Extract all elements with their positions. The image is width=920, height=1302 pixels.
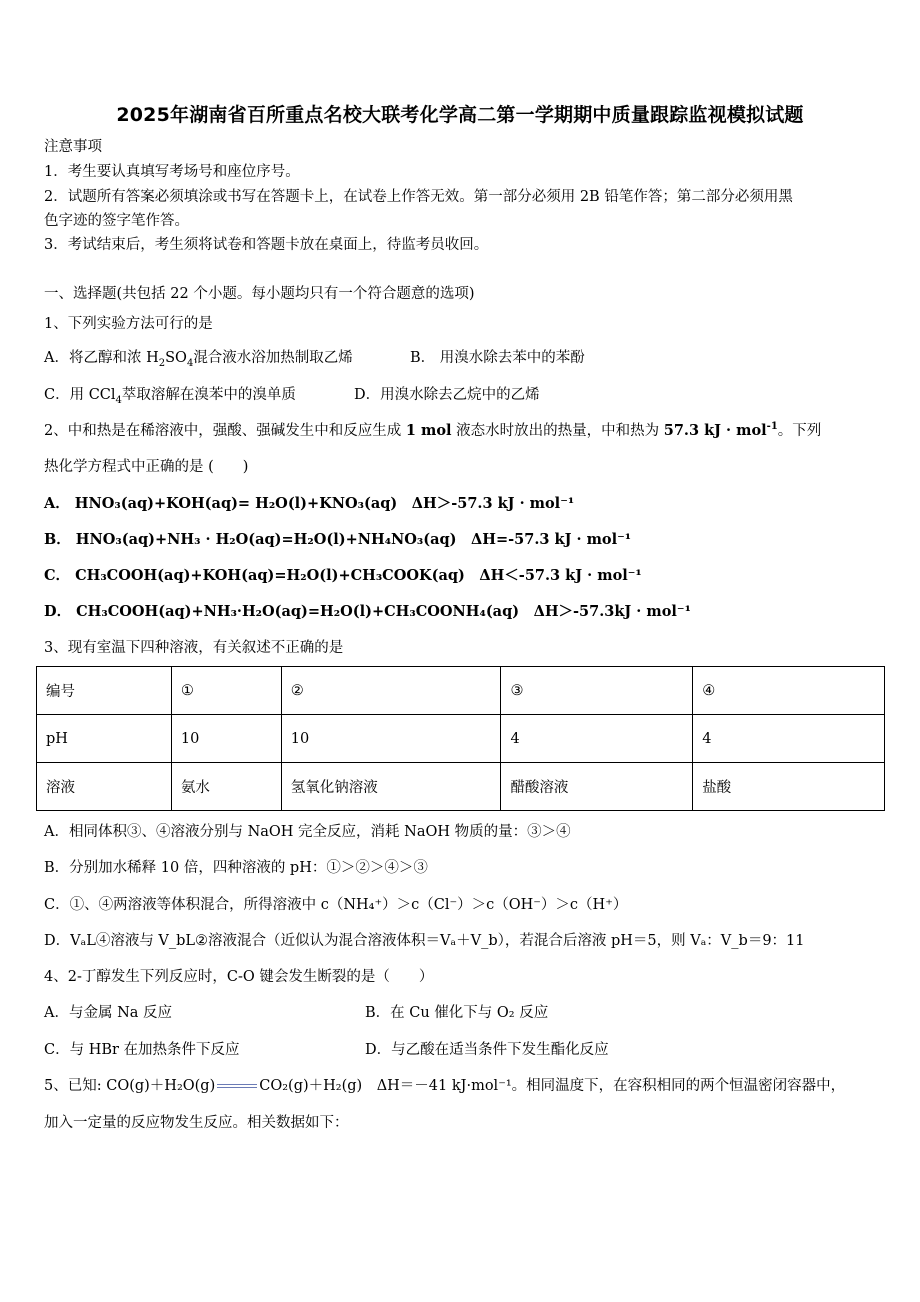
- section-heading: 一、选择题(共包括 22 个小题。每小题均只有一个符合题意的选项): [44, 286, 475, 302]
- q3-option-b: B．分别加水稀释 10 倍，四种溶液的 pH：①＞②＞④＞③: [44, 860, 428, 876]
- q1-option-a: A．将乙醇和浓 $H_2SO_4$混合液水浴加热制取乙烯: [44, 350, 353, 369]
- q3-stem: 3、现有室温下四种溶液，有关叙述不正确的是: [44, 640, 344, 656]
- table-cell: 10: [281, 715, 501, 763]
- q1-stem: 1、下列实验方法可行的是: [44, 316, 213, 332]
- table-cell: pH: [37, 715, 172, 763]
- q3-option-c: C．①、④两溶液等体积混合，所得溶液中 c（NH₄⁺）＞c（Cl⁻）＞c（OH⁻）＞c（H⁺）: [44, 897, 628, 913]
- q2-stem-line2: 热化学方程式中正确的是 ( ): [44, 459, 249, 475]
- table-row: [37, 667, 885, 715]
- q4-option-b: B．在 Cu 催化下与 O₂ 反应: [365, 1005, 549, 1021]
- q3-option-d: D．VₐL④溶液与 V_bL②溶液混合（近似认为混合溶液体积＝Vₐ＋V_b），若混合后溶液 pH＝5，则 Vₐ：V_b＝9：11: [44, 933, 805, 949]
- table-cell: ③: [501, 667, 693, 715]
- q1-option-b: B． 用溴水除去苯中的苯酚: [410, 350, 585, 366]
- table-row: [37, 715, 885, 763]
- table-cell: 溶液: [37, 763, 172, 811]
- table-cell: 编号: [37, 667, 172, 715]
- table-cell: ①: [171, 667, 281, 715]
- q4-option-a: A．与金属 Na 反应: [44, 1005, 173, 1021]
- q2-stem-line1: 2、中和热是在稀溶液中，强酸、强碱发生中和反应生成 1 mol 液态水时放出的热量，中和热为 57.3 kJ · mol$^{-1}$。下列: [44, 421, 822, 439]
- q3-data-table: [36, 666, 885, 811]
- q1-option-c: C．用 CCl$_4$萃取溶解在溴苯中的溴单质: [44, 387, 296, 406]
- notice-item-1: 1．考生要认真填写考场号和座位序号。: [44, 164, 300, 180]
- equilibrium-arrow-icon: [215, 1082, 259, 1090]
- table-row: [37, 763, 885, 811]
- q4-option-d: D．与乙酸在适当条件下发生酯化反应: [365, 1042, 609, 1058]
- table-cell: ④: [693, 667, 885, 715]
- q1-option-d: D．用溴水除去乙烷中的乙烯: [354, 387, 540, 403]
- page-title: 2025年湖南省百所重点名校大联考化学高二第一学期期中质量跟踪监视模拟试题: [116, 104, 804, 126]
- table-cell: 盐酸: [693, 763, 885, 811]
- q3-option-a: A．相同体积③、④溶液分别与 NaOH 完全反应，消耗 NaOH 物质的量：③＞④: [44, 824, 571, 840]
- q2-option-b: B． HNO₃(aq)+NH₃ · H₂O(aq)=H₂O(l)+NH₄NO₃(aq) ΔH=-57.3 kJ · mol⁻¹: [44, 531, 632, 548]
- q2-option-d: D． CH₃COOH(aq)+NH₃·H₂O(aq)=H₂O(l)+CH₃COONH₄(aq) ΔH＞-57.3kJ · mol⁻¹: [44, 603, 691, 620]
- table-cell: 氢氧化钠溶液: [281, 763, 501, 811]
- notice-item-2: 2．试题所有答案必须填涂或书写在答题卡上，在试卷上作答无效。第一部分必须用 2B 铅笔作答；第二部分必须用黑: [44, 189, 793, 205]
- table-cell: 4: [693, 715, 885, 763]
- table-cell: ②: [281, 667, 501, 715]
- q2-option-a: A． HNO₃(aq)+KOH(aq)= H₂O(l)+KNO₃(aq) ΔH＞-57.3 kJ · mol⁻¹: [44, 495, 575, 512]
- q5-line2: 加入一定量的反应物发生反应。相关数据如下：: [44, 1115, 349, 1131]
- notice-item-3: 3．考试结束后，考生须将试卷和答题卡放在桌面上，待监考员收回。: [44, 237, 489, 253]
- q4-stem: 4、2-丁醇发生下列反应时，C-O 键会发生断裂的是（ ）: [44, 969, 434, 985]
- notice-heading: 注意事项: [44, 139, 102, 155]
- table-cell: 醋酸溶液: [501, 763, 693, 811]
- q4-option-c: C．与 HBr 在加热条件下反应: [44, 1042, 240, 1058]
- q5-line1: 5、已知: CO(g)＋H₂O(g) CO₂(g)＋H₂(g) ΔH＝－41 kJ·mol⁻¹。相同温度下，在容积相同的两个恒温密闭容器中，: [44, 1078, 846, 1094]
- table-cell: 氨水: [171, 763, 281, 811]
- q2-option-c: C． CH₃COOH(aq)+KOH(aq)=H₂O(l)+CH₃COOK(aq) ΔH＜-57.3 kJ · mol⁻¹: [44, 567, 642, 584]
- table-cell: 10: [171, 715, 281, 763]
- table-cell: 4: [501, 715, 693, 763]
- notice-item-2-cont: 色字迹的签字笔作答。: [44, 213, 189, 229]
